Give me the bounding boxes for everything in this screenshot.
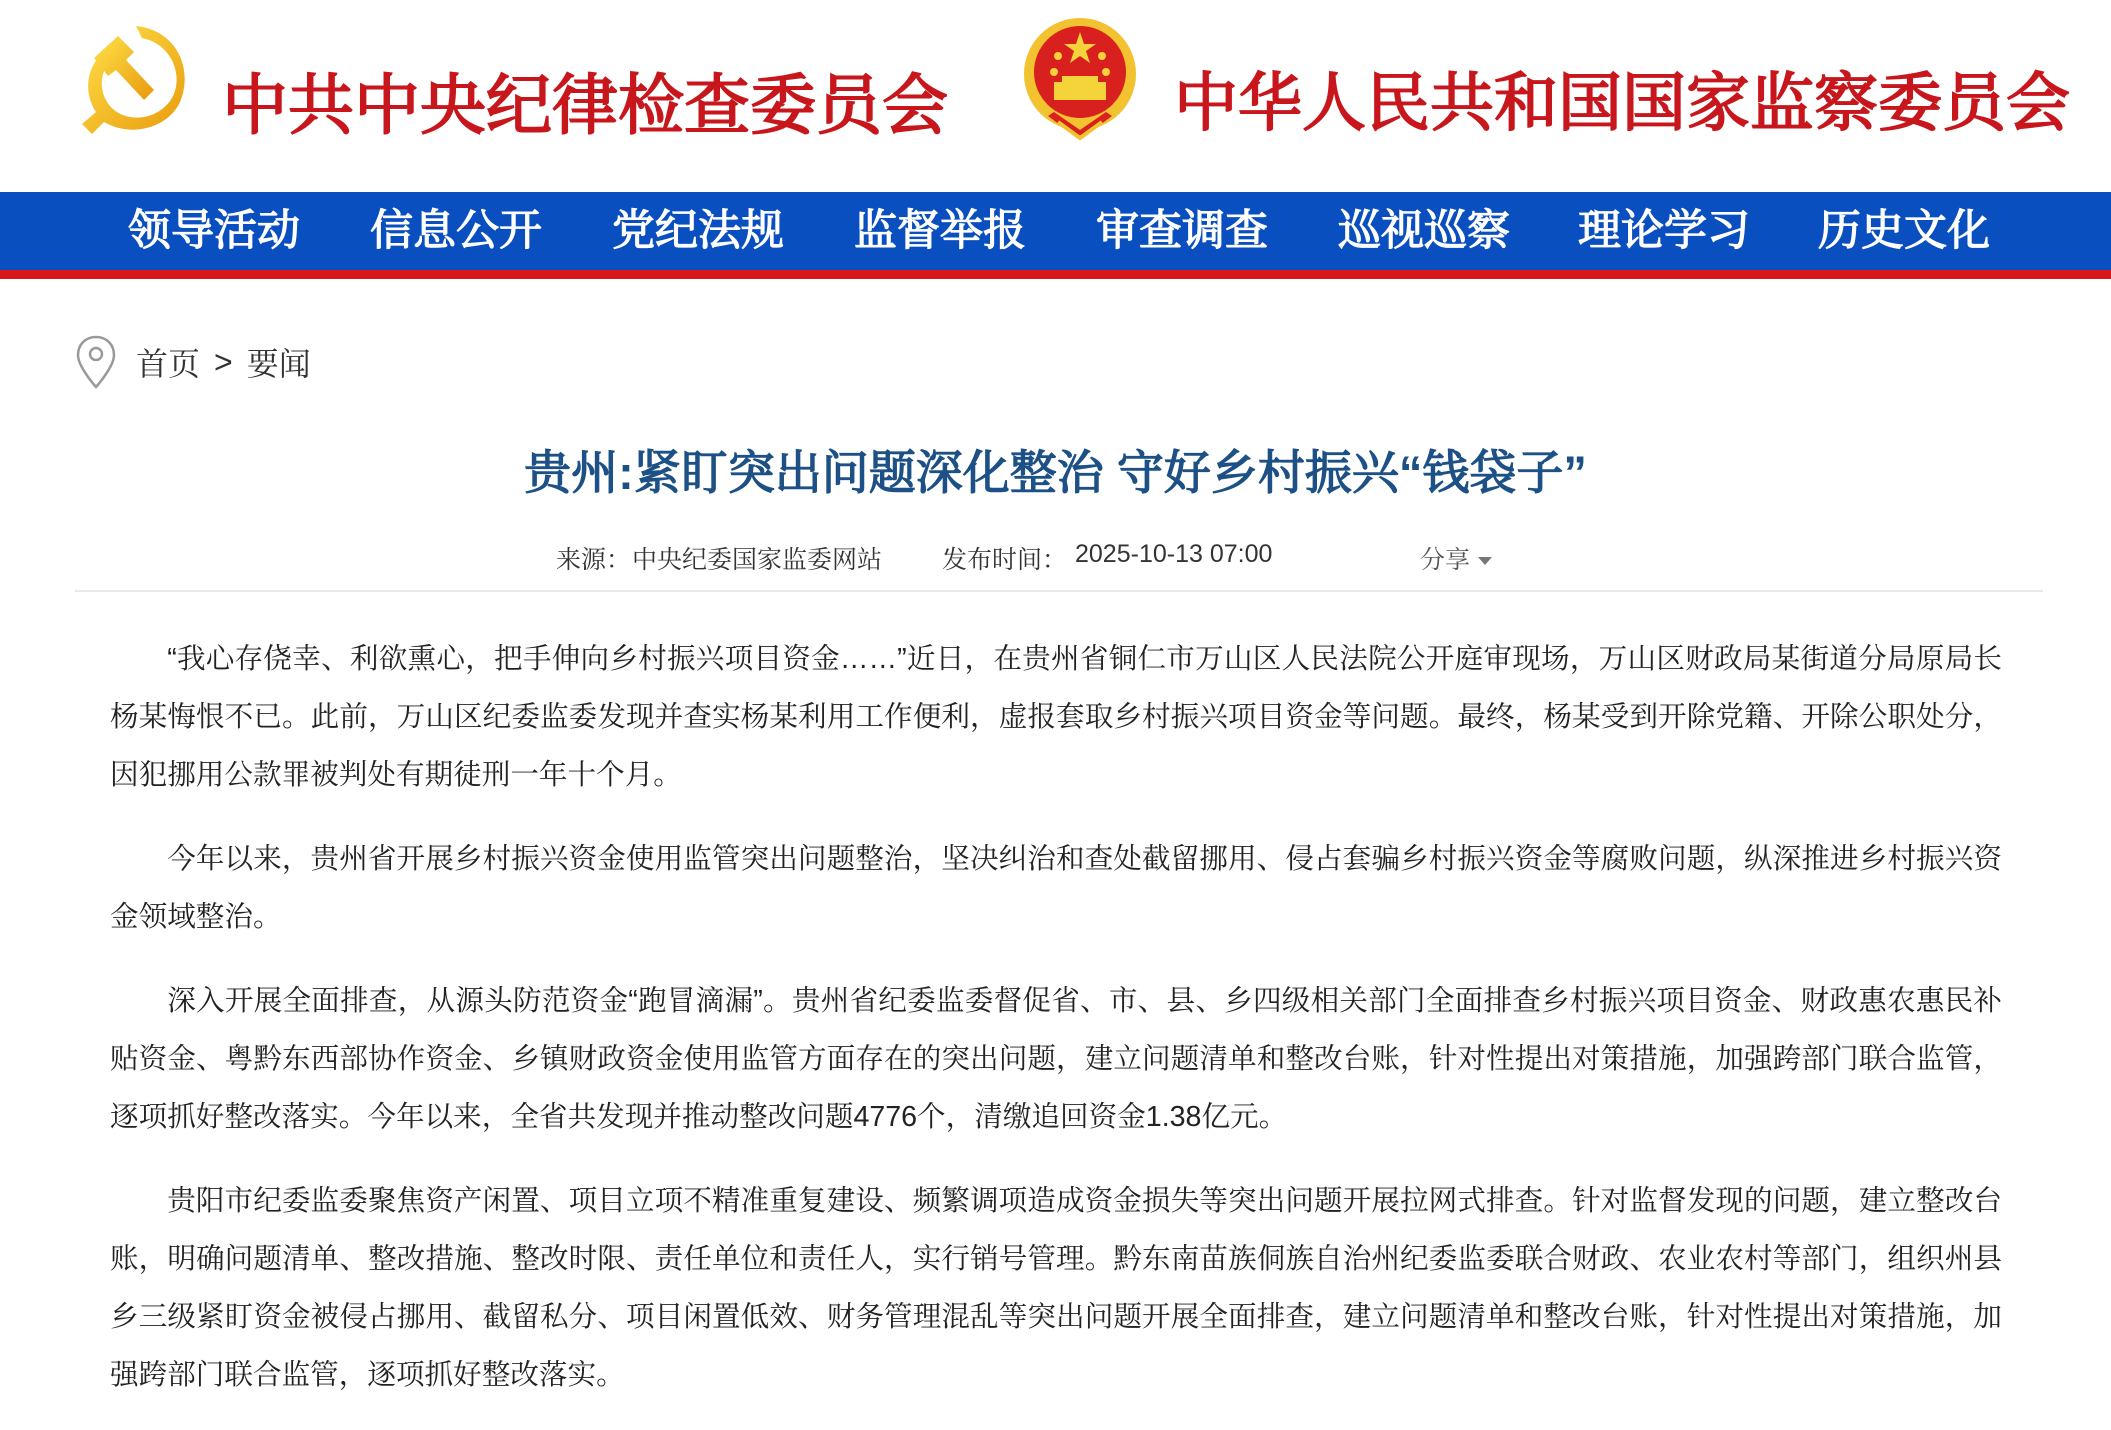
nav-item-info-disclosure[interactable]: 信息公开 — [370, 206, 542, 256]
breadcrumb-separator: > — [214, 343, 233, 380]
article-body — [110, 630, 2002, 1430]
nsc-logo-text: 中华人民共和国国家监察委员会 — [1174, 66, 2070, 141]
breadcrumb-current[interactable]: 要闻 — [246, 346, 311, 382]
publish-time-value: 2025-10-13 07:00 — [1075, 540, 1273, 568]
party-emblem-icon — [76, 18, 196, 140]
nav-item-regulations[interactable]: 党纪法规 — [612, 206, 784, 256]
share-label: 分享 — [1420, 546, 1471, 574]
article-paragraph: “我心存侥幸、利欲熏心，把手伸向乡村振兴项目资金……”近日，在贵州省铜仁市万山区人民法院公开庭审现场，万山区财政局某街道分局原局长杨某悔恨不已。此前，万山区纪委监委发现并查实杨某利用工作便利，虚报套取乡村振兴项目资金等问题。最终，杨某受到开除党籍、开除公职处分，因犯挪用公款罪被判处有期徒刑一年十个月。 — [110, 643, 2002, 791]
nav-item-history-culture[interactable]: 历史文化 — [1818, 206, 1990, 256]
main-nav — [0, 192, 2111, 279]
source-label: 来源： — [556, 546, 632, 574]
nav-item-supervision-report[interactable]: 监督举报 — [854, 206, 1026, 256]
source-value: 中央纪委国家监委网站 — [632, 546, 883, 574]
publish-time-label: 发布时间： — [942, 546, 1068, 574]
divider — [75, 590, 2043, 592]
breadcrumb-home-link[interactable]: 首页 — [136, 346, 201, 382]
location-pin-icon — [74, 334, 118, 390]
site-header — [0, 0, 2111, 192]
breadcrumb — [74, 334, 311, 390]
article-title: 贵州:紧盯突出问题深化整治 守好乡村振兴“钱袋子” — [524, 446, 1587, 499]
national-emblem-icon — [1018, 16, 1142, 144]
article-paragraph: 贵阳市纪委监委聚焦资产闲置、项目立项不精准重复建设、频繁调项造成资金损失等突出问题开展拉网式排查。针对监督发现的问题，建立整改台账，明确问题清单、整改措施、整改时限、责任单位和责任人，实行销号管理。黔东南苗族侗族自治州纪委监委联合财政、农业农村等部门，组织州县乡三级紧盯资金被侵占挪用、截留私分、项目闲置低效、财务管理混乱等突出问题开展全面排查，建立问题清单和整改台账，针对性提出对策措施，加强跨部门联合监管，逐项抓好整改落实。 — [110, 1185, 2002, 1391]
article-paragraph: 深入开展全面排查，从源头防范资金“跑冒滴漏”。贵州省纪委监委督促省、市、县、乡四级相关部门全面排查乡村振兴项目资金、财政惠农惠民补贴资金、粤黔东西部协作资金、乡镇财政资金使用监管方面存在的突出问题，建立问题清单和整改台账，针对性提出对策措施，加强跨部门联合监管，逐项抓好整改落实。今年以来，全省共发现并推动整改问题4776个，清缴追回资金1.38亿元。 — [110, 985, 2002, 1133]
nav-item-inspection[interactable]: 巡视巡察 — [1338, 206, 1510, 256]
nav-item-theory-study[interactable]: 理论学习 — [1578, 206, 1750, 256]
article-paragraph: 今年以来，贵州省开展乡村振兴资金使用监管突出问题整治，坚决纠治和查处截留挪用、侵占套骗乡村振兴资金等腐败问题，纵深推进乡村振兴资金领域整治。 — [110, 843, 2002, 933]
nav-item-leadership[interactable]: 领导活动 — [128, 206, 300, 256]
share-button[interactable] — [1420, 540, 1492, 576]
cpc-ccdi-logo-text: 中共中央纪律检查委员会 — [222, 66, 948, 144]
caret-down-icon — [1478, 557, 1492, 565]
nav-item-investigation[interactable]: 审查调查 — [1096, 206, 1268, 256]
